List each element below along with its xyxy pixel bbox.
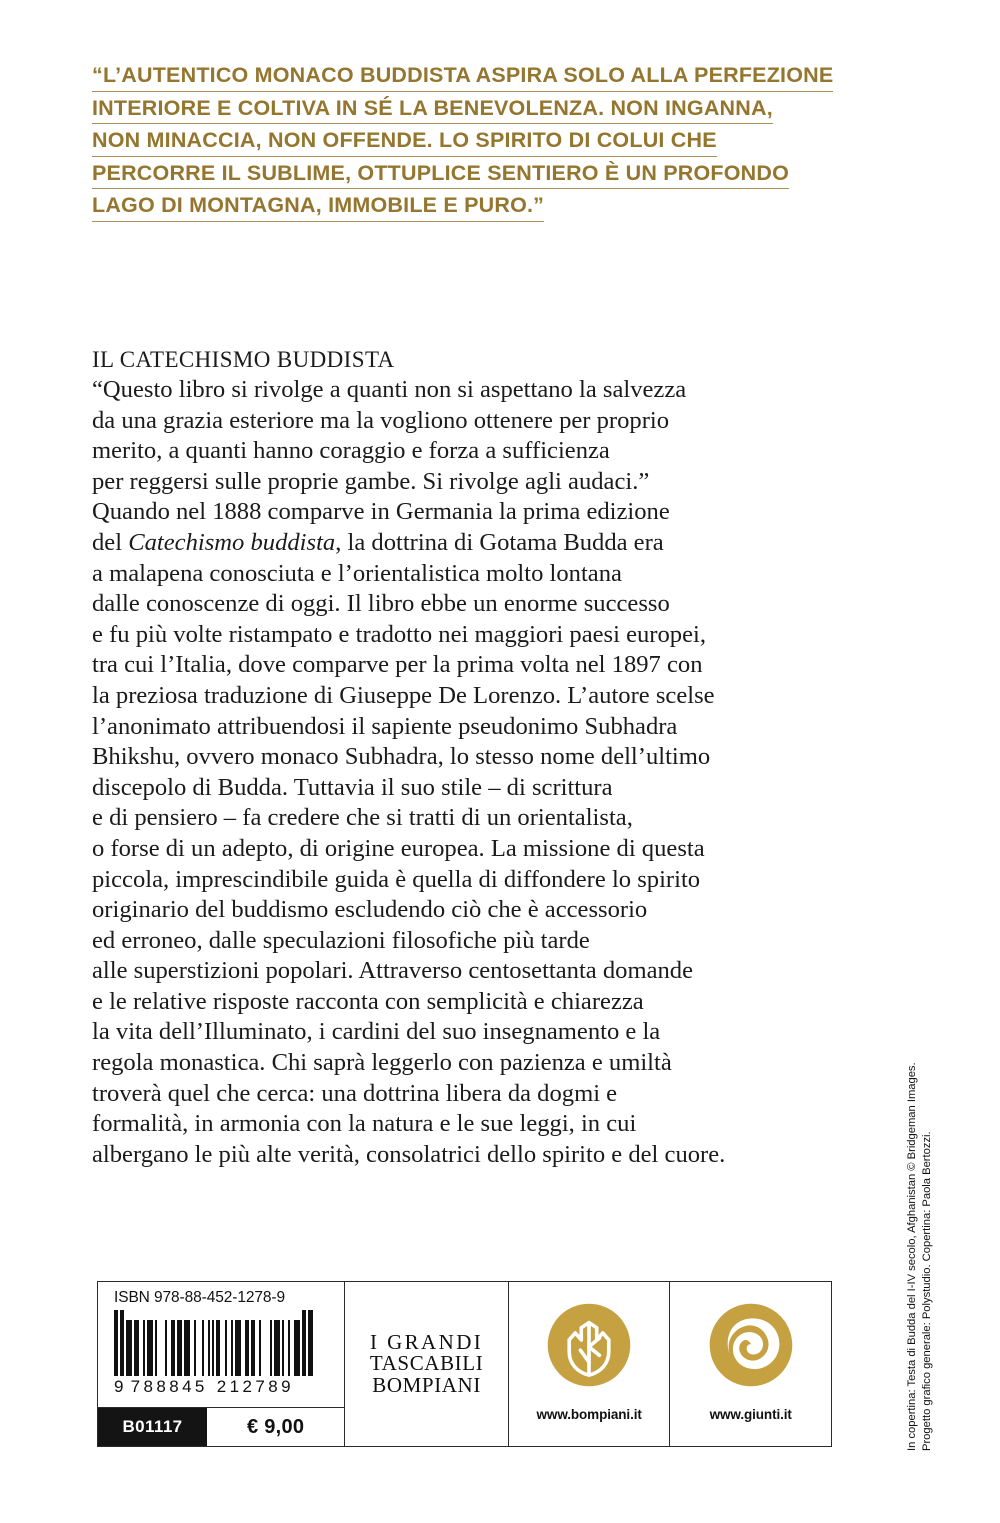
blurb-line-italic-title	[92, 528, 882, 559]
blurb-line: Quando nel 1888 comparve in Germania la prima edizione	[92, 498, 670, 526]
blurb-line: la preziosa traduzione di Giuseppe De Lorenzo. L’autore scelse	[92, 681, 715, 709]
imprint-line-1: I GRANDI	[370, 1329, 484, 1354]
bompiani-cell	[508, 1282, 670, 1446]
ean-lead-digit: 9	[114, 1377, 124, 1396]
book-title-italic: Catechismo buddista	[128, 528, 336, 556]
blurb-line: formalità, in armonia con la natura e le sue leggi, in cui	[92, 1110, 637, 1138]
imprint-line-3: BOMPIANI	[372, 1372, 481, 1397]
barcode-area	[98, 1282, 344, 1407]
isbn-label: ISBN 978-88-452-1278-9	[114, 1289, 285, 1306]
blurb-line: regola monastica. Chi saprà leggerlo con pazienza e umiltà	[92, 1049, 672, 1077]
imprint-cell	[344, 1282, 508, 1446]
blurb-line: tra cui l’Italia, dove comparve per la prima volta nel 1897 con	[92, 651, 703, 679]
blurb-line: per reggersi sulle proprie gambe. Si rivolge agli audaci.”	[92, 467, 650, 495]
ean-group-left: 788845	[130, 1377, 208, 1396]
pull-quote-line-text: LAGO DI MONTAGNA, IMMOBILE E PURO.”	[92, 192, 544, 222]
barcode-bars	[114, 1310, 334, 1376]
pull-quote-line-text: “L’AUTENTICO MONACO BUDDISTA ASPIRA SOLO ALLA PERFEZIONE	[92, 62, 833, 92]
blurb-italic-suffix: , la dottrina di Gotama Budda era	[335, 528, 664, 556]
pull-quote-line	[92, 62, 834, 95]
ean-digits	[114, 1377, 334, 1397]
blurb-line: discepolo di Budda. Tuttavia il suo stile – di scrittura	[92, 773, 613, 801]
blurb-line: da una grazia esteriore ma la vogliono ottenere per proprio	[92, 406, 670, 434]
barcode-cell	[98, 1282, 344, 1446]
giunti-logo-icon	[708, 1302, 794, 1393]
credits-line-1: In copertina: Testa di Budda del I-IV secolo, Afghanistan © Bridgeman Images.	[906, 1062, 918, 1451]
ean-group-right: 212789	[216, 1377, 294, 1396]
blurb-line: piccola, imprescindibile guida è quella di diffondere lo spirito	[92, 865, 701, 893]
blurb-line: Bhikshu, ovvero monaco Subhadra, lo stesso nome dell’ultimo	[92, 743, 711, 771]
pull-quote-line	[92, 160, 822, 193]
blurb-title: IL CATECHISMO BUDDISTA	[92, 347, 395, 372]
blurb-line: a malapena conosciuta e l’orientalistica molto lontana	[92, 559, 622, 587]
bompiani-url[interactable]: www.bompiani.it	[536, 1407, 642, 1422]
imprint-logotype	[369, 1329, 484, 1397]
pull-quote-line-text: PERCORRE IL SUBLIME, OTTUPLICE SENTIERO È UN PROFONDO	[92, 160, 789, 190]
blurb	[92, 345, 882, 1170]
blurb-line: alle superstizioni popolari. Attraverso centosettanta domande	[92, 957, 693, 985]
imprint-line-2: TASCABILI	[369, 1351, 484, 1376]
pull-quote-line	[92, 192, 822, 225]
blurb-line: “Questo libro si rivolge a quanti non si aspettano la salvezza	[92, 376, 687, 403]
pull-quote	[92, 62, 834, 225]
blurb-line: e le relative risposte racconta con semplicità e chiarezza	[92, 987, 644, 1015]
blurb-line: ed erroneo, dalle speculazioni filosofiche più tarde	[92, 926, 590, 954]
bompiani-logo-icon	[546, 1302, 632, 1393]
blurb-line: e di pensiero – fa credere che si tratti di un orientalista,	[92, 804, 633, 832]
cover-credits	[905, 1062, 934, 1451]
blurb-line: albergano le più alte verità, consolatrici dello spirito e del cuore.	[92, 1140, 726, 1168]
pull-quote-line-text: INTERIORE E COLTIVA IN SÉ LA BENEVOLENZA. NON INGANNA,	[92, 95, 773, 125]
pull-quote-line	[92, 127, 822, 160]
blurb-line: o forse di un adepto, di origine europea. La missione di questa	[92, 834, 705, 862]
pull-quote-line-text: NON MINACCIA, NON OFFENDE. LO SPIRITO DI COLUI CHE	[92, 127, 717, 157]
blurb-line: merito, a quanti hanno coraggio e forza a sufficienza	[92, 437, 610, 465]
giunti-url[interactable]: www.giunti.it	[709, 1407, 792, 1422]
blurb-line: la vita dell’Illuminato, i cardini del suo insegnamento e la	[92, 1018, 661, 1046]
blurb-italic-prefix: del	[92, 528, 129, 556]
blurb-line: originario del buddismo escludendo ciò che è accessorio	[92, 896, 648, 924]
blurb-line: troverà quel che cerca: una dottrina libera da dogmi e	[92, 1079, 618, 1107]
internal-code: B01117	[98, 1408, 207, 1446]
blurb-line: dalle conoscenze di oggi. Il libro ebbe un enorme successo	[92, 590, 670, 618]
credits-line-2: Progetto grafico generale: Polystudio. Copertina: Paola Bertozzi.	[920, 1131, 933, 1451]
giunti-cell	[669, 1282, 831, 1446]
bottom-info-panel	[97, 1281, 832, 1447]
price-label: € 9,00	[246, 1415, 305, 1438]
price-row	[98, 1407, 344, 1446]
blurb-line: l’anonimato attribuendosi il sapiente pseudonimo Subhadra	[92, 712, 678, 740]
pull-quote-line	[92, 95, 822, 128]
blurb-line: e fu più volte ristampato e tradotto nei maggiori paesi europei,	[92, 620, 706, 648]
